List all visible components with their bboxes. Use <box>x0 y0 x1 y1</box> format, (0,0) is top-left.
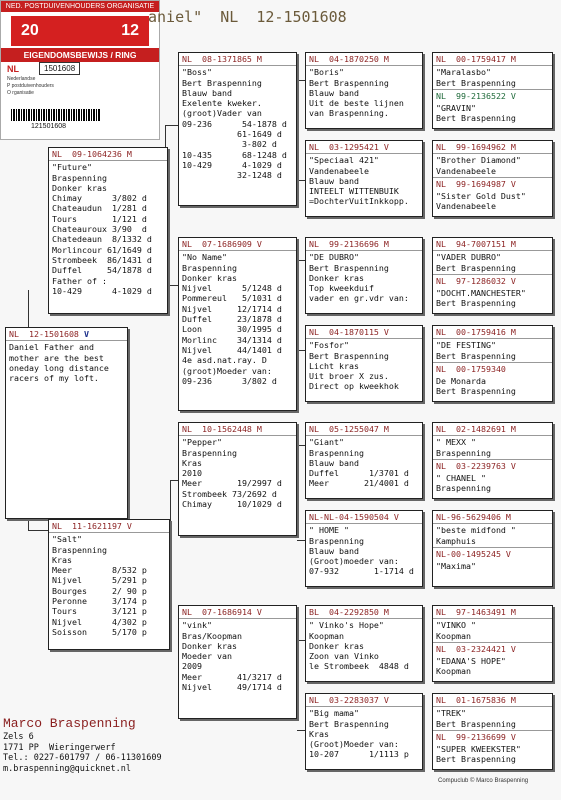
pedigree-header: NL 03-1295421 V <box>306 141 422 154</box>
pedigree-line: Vandenabeele <box>436 165 496 176</box>
badge-legend-1: Nederlandse <box>7 76 36 82</box>
pedigree-line: Zoon van Vinko <box>309 651 379 662</box>
pedigree-line: Braspenning <box>309 535 364 546</box>
pedigree-line: "Maralasbo" <box>436 67 491 78</box>
pedigree-line: Duffel 54/1878 d <box>52 265 152 276</box>
pedigree-line: 09-236 54-1878 d <box>182 118 287 129</box>
pedigree-line: Bert Braspenning <box>309 350 389 361</box>
pedigree-sub-line: Bert Braspenning <box>436 754 516 765</box>
pedigree-line: Kamphuis <box>436 535 476 546</box>
pedigree-line: van Braspenning. <box>309 108 389 119</box>
pedigree-header: NL 08-1371865 M <box>179 53 296 66</box>
pedigree-line: "Fosfor" <box>309 340 349 351</box>
pedigree-line: Blauw band <box>309 87 359 98</box>
pedigree-line: Chateauroux 3/90 d <box>52 224 147 235</box>
pedigree-line: Meer 8/532 p <box>52 565 147 576</box>
pedigree-header: NL 99-1694962 M <box>433 141 552 154</box>
pedigree-line: Morlinc 34/1314 d <box>182 334 282 345</box>
owner-line: 1771 PP Wieringerwerf <box>3 742 116 753</box>
pedigree-line: Bert Braspenning <box>309 718 389 729</box>
pedigree-line: Kras <box>182 457 202 468</box>
pedigree-line: "beste midfond " <box>436 525 516 536</box>
pedigree-header: NL 00-1759416 M <box>433 326 552 339</box>
pedigree-line: Duffel 23/1878 d <box>182 314 282 325</box>
pedigree-header: NL 05-1255047 M <box>306 423 422 436</box>
pedigree-line: "Salt" <box>52 534 82 545</box>
pedigree-sub-line: Vandenabeele <box>436 201 496 212</box>
pedigree-header: NL 00-1759417 M <box>433 53 552 66</box>
pedigree-line: Exelente kweker. <box>182 98 262 109</box>
pedigree-line: "Speciaal 421" <box>309 155 379 166</box>
pedigree-line: Duffel 1/3701 d <box>309 468 409 479</box>
pedigree-box-dss <box>305 422 423 499</box>
pedigree-line: "DE FESTING" <box>436 340 496 351</box>
pedigree-header: NL 07-1686909 V <box>179 238 296 251</box>
pedigree-line: "VADER DUBRO" <box>436 252 501 263</box>
pedigree-line: INTEELT WITTENBUIK <box>309 186 399 197</box>
pedigree-box-dsd <box>305 510 423 587</box>
pedigree-header: NL 99-2136696 M <box>306 238 422 251</box>
pedigree-line: Koopman <box>436 630 471 641</box>
subject-line: Father and mother <box>9 342 94 363</box>
pedigree-sub-line: Bert Braspenning <box>436 386 516 397</box>
pedigree-header: NL 10-1562448 M <box>179 423 296 436</box>
pedigree-sub-line: De Monarda <box>436 376 486 387</box>
pedigree-sub-header: NL 00-1759340 <box>433 362 552 375</box>
pedigree-box-ds <box>178 422 297 536</box>
pedigree-header: NL 03-2283037 V <box>306 694 422 707</box>
pedigree-box-g3 <box>432 237 553 314</box>
pedigree-line: Chatedeaun 8/1332 d <box>52 234 152 245</box>
pedigree-line: Nijvel 5/1248 d <box>182 283 282 294</box>
pedigree-line: "Pepper" <box>182 437 222 448</box>
pedigree-header: NL 04-1870115 V <box>306 326 422 339</box>
pedigree-sub-line: Bert Braspenning <box>436 298 516 309</box>
pedigree-sub-header: NL 99-2136699 V <box>433 730 552 743</box>
pedigree-line: Bert Braspenning <box>309 77 389 88</box>
pedigree-line: =DochterVuitInkkopp. <box>309 196 409 207</box>
pedigree-box-g2 <box>432 140 553 217</box>
pedigree-line: le Strombeek 4848 d <box>309 661 409 672</box>
pedigree-box-g4 <box>432 325 553 402</box>
pedigree-line: Bert Braspenning <box>182 77 262 88</box>
check-icon: V <box>83 329 89 339</box>
pedigree-line: Braspenning <box>436 447 491 458</box>
pedigree-box-dds <box>305 605 423 682</box>
pedigree-header: NL 07-1686914 V <box>179 606 296 619</box>
pedigree-header: NL 01-1675836 M <box>433 694 552 707</box>
pedigree-line: Donker kras <box>182 640 237 651</box>
owner-line: Tel.: 0227-601797 / 06-11301609 <box>3 753 162 763</box>
pedigree-line: Bert Braspenning <box>436 77 516 88</box>
pedigree-line: Pommereul 5/1031 d <box>182 293 282 304</box>
pedigree-line: Koopman <box>309 630 344 641</box>
footer: Compuclub © Marco Braspenning <box>438 778 529 784</box>
pedigree-line: Nijvel 44/1401 d <box>182 344 282 355</box>
subject-line: of my loft. <box>43 373 99 384</box>
pedigree-line: 2009 <box>182 661 202 672</box>
pedigree-line: Bert Braspenning <box>436 718 516 729</box>
pedigree-line: Blauw band <box>309 545 359 556</box>
pedigree-line: Kras <box>309 728 329 739</box>
pedigree-line: Meer 41/3217 d <box>182 671 282 682</box>
pedigree-box-g5 <box>432 422 553 499</box>
pedigree-line: 07-932 1-1714 d <box>309 566 414 577</box>
owner-name: Marco Braspenning <box>3 716 136 731</box>
pedigree-header: NL 94-7007151 M <box>433 238 552 251</box>
owner-line: m.braspenning@quicknet.nl <box>3 763 131 774</box>
pedigree-sub-line: Koopman <box>436 666 471 677</box>
pedigree-header: NL 11-1621197 V <box>49 520 169 533</box>
pedigree-line: "Boss" <box>182 67 212 78</box>
pedigree-line: Strombeek 86/1431 d <box>52 254 152 265</box>
pedigree-line: "Brother Diamond" <box>436 155 521 166</box>
pedigree-line: Braspenning <box>182 447 237 458</box>
pedigree-line: Nijvel 4/302 p <box>52 616 147 627</box>
badge-year-left: 20 <box>21 22 39 39</box>
pedigree-line: "DE DUBRO" <box>309 252 359 263</box>
pedigree-sub-line: " CHANEL " <box>436 473 486 484</box>
pedigree-box-sdd <box>305 325 423 402</box>
pedigree-box-dd <box>178 605 297 719</box>
ring-certificate <box>0 0 160 140</box>
pedigree-line: Meer 19/2997 d <box>182 478 282 489</box>
pedigree-line: " Vinko's Hope" <box>309 620 384 631</box>
pedigree-line: Vandenabeele <box>309 165 369 176</box>
subject-line: are the best oneday <box>9 352 104 373</box>
pedigree-line: "No Name" <box>182 252 227 263</box>
pedigree-sub-line: Bert Braspenning <box>436 113 516 124</box>
pedigree-box-dam <box>48 519 170 650</box>
pedigree-line: 3-802 d <box>182 139 277 150</box>
pedigree-line: Bert Braspenning <box>436 350 516 361</box>
pedigree-line: Donker kras <box>52 182 107 193</box>
pedigree-line: Top kweekduif <box>309 283 374 294</box>
pedigree-line: (groot)Moeder van: <box>182 365 272 376</box>
pedigree-line: 4e asd.nat.ray. D <box>182 355 267 366</box>
pedigree-line: "vink" <box>182 620 212 631</box>
pedigree-line: (groot)Vader van <box>182 108 262 119</box>
pedigree-line: Nijvel 5/291 p <box>52 575 147 586</box>
pedigree-line: Bourges 2/ 90 p <box>52 585 147 596</box>
pedigree-line: Tours 3/121 p <box>52 606 147 617</box>
pedigree-line: Braspenning <box>309 447 364 458</box>
pedigree-box-g6 <box>432 510 553 587</box>
pedigree-line: Bert Braspenning <box>436 262 516 273</box>
pedigree-header: NL 02-1482691 M <box>433 423 552 436</box>
badge-country: NL <box>7 64 19 74</box>
page-title: aniel" NL 12-1501608 <box>148 8 347 26</box>
subject-box <box>5 327 128 519</box>
owner-line: Zels 6 <box>3 732 34 742</box>
pedigree-line: Donker kras <box>182 272 237 283</box>
barcode <box>11 109 101 121</box>
subject-line: Daniel <box>9 342 39 353</box>
pedigree-line: 10-429 4-1029 d <box>52 285 152 296</box>
pedigree-line: Blauw band <box>309 457 359 468</box>
pedigree-line: Uit de beste lijnen <box>309 98 404 109</box>
pedigree-line: " HOME " <box>309 525 349 536</box>
barcode-number: 121501608 <box>31 123 67 130</box>
pedigree-line: Donker kras <box>309 640 364 651</box>
pedigree-line: Braspenning <box>52 544 107 555</box>
pedigree-line: "TREK" <box>436 708 466 719</box>
pedigree-line: "VINKO " <box>436 620 476 631</box>
badge-year <box>11 16 149 46</box>
pedigree-header: NL-96-5629406 M <box>433 511 552 524</box>
pedigree-line: 32-1248 d <box>182 170 282 181</box>
pedigree-header: BL 04-2292850 M <box>306 606 422 619</box>
pedigree-sub-header: NL 99-2136522 V <box>433 89 552 102</box>
badge-legend-2: P postduivenhouders <box>7 83 54 89</box>
pedigree-box-g8 <box>432 693 553 770</box>
pedigree-box-sds <box>305 237 423 314</box>
badge-legend <box>7 76 54 97</box>
pedigree-sub-header: NL 03-2239763 V <box>433 459 552 472</box>
pedigree-box-sss <box>305 52 423 129</box>
pedigree-line: Bert Braspenning <box>309 262 389 273</box>
pedigree-line: Blauw band <box>309 175 359 186</box>
pedigree-line: vader en gr.vdr van: <box>309 293 409 304</box>
pedigree-box-ddd <box>305 693 423 770</box>
pedigree-line: Nijvel 12/1714 d <box>182 303 282 314</box>
pedigree-line: Chimay 3/802 d <box>52 193 147 204</box>
pedigree-line: Tours 1/121 d <box>52 213 147 224</box>
pedigree-line: Kras <box>52 554 72 565</box>
pedigree-line: Braspenning <box>182 262 237 273</box>
pedigree-box-sd <box>178 237 297 411</box>
owner-info <box>3 716 162 774</box>
pedigree-header: NL-NL-04-1590504 V <box>306 511 422 524</box>
pedigree-line: Loon 30/1995 d <box>182 324 282 335</box>
pedigree-line: 10-429 4-1029 d <box>182 159 282 170</box>
pedigree-box-g7 <box>432 605 553 682</box>
pedigree-sub-header: NL 03-2324421 V <box>433 642 552 655</box>
pedigree-line: 09-236 3/802 d <box>182 375 277 386</box>
pedigree-line: Direct op kweekhok <box>309 381 399 392</box>
subject-header: NL 12-1501608 V <box>6 328 127 341</box>
pedigree-line: Peronne 3/174 p <box>52 596 147 607</box>
badge-title: EIGENDOMSBEWIJS / RING <box>1 48 159 62</box>
pedigree-line: 10-435 68-1248 d <box>182 149 287 160</box>
pedigree-box-g1 <box>432 52 553 129</box>
pedigree-line: Donker kras <box>309 272 364 283</box>
pedigree-sub-line: Braspenning <box>436 483 491 494</box>
pedigree-line: "Boris" <box>309 67 344 78</box>
pedigree-sub-line: "Maxima" <box>436 561 476 572</box>
pedigree-header: NL 97-1463491 M <box>433 606 552 619</box>
pedigree-line: Morlincour 61/1649 d <box>52 244 152 255</box>
pedigree-line: " MEXX " <box>436 437 476 448</box>
pedigree-line: Chateaudun 1/281 d <box>52 203 147 214</box>
pedigree-header: NL 09-1064236 M <box>49 148 167 161</box>
pedigree-sub-header: NL-00-1495245 V <box>433 547 552 560</box>
pedigree-line: Soisson 5/170 p <box>52 626 147 637</box>
pedigree-sub-line: "GRAVIN" <box>436 103 476 114</box>
pedigree-sub-line: "Sister Gold Dust" <box>436 191 526 202</box>
badge-org: NED. POSTDUIVENHOUDERS ORGANISATIE <box>1 1 159 12</box>
pedigree-sub-line: "EDANA'S HOPE" <box>436 656 506 667</box>
pedigree-line: (Groot)Moeder van: <box>309 739 399 750</box>
pedigree-line: "Future" <box>52 162 92 173</box>
pedigree-sub-line: "DOCHT.MANCHESTER" <box>436 288 526 299</box>
pedigree-line: Father of : <box>52 275 107 286</box>
badge-year-right: 12 <box>121 22 139 39</box>
pedigree-line: 61-1649 d <box>182 129 282 140</box>
badge-ring-number: 1501608 <box>39 62 80 75</box>
pedigree-line: 2010 <box>182 468 202 479</box>
pedigree-line: "Big mama" <box>309 708 359 719</box>
pedigree-sub-header: NL 97-1286032 V <box>433 274 552 287</box>
pedigree-line: Licht kras <box>309 360 359 371</box>
pedigree-line: (Groot)moeder van: <box>309 556 399 567</box>
pedigree-box-ssd <box>305 140 423 217</box>
pedigree-line: Bras/Koopman <box>182 630 242 641</box>
pedigree-header: NL 04-1870250 M <box>306 53 422 66</box>
pedigree-line: "Giant" <box>309 437 344 448</box>
pedigree-line: 10-207 1/1113 p <box>309 749 409 760</box>
subject-line: long distance racers <box>9 362 109 384</box>
pedigree-line: Chimay 10/1029 d <box>182 499 282 510</box>
pedigree-box-sire <box>48 147 168 314</box>
pedigree-line: Moeder van <box>182 651 232 662</box>
pedigree-line: Strombeek 73/2692 d <box>182 488 277 499</box>
pedigree-line: Uit broer X zus. <box>309 371 389 382</box>
pedigree-box-ss <box>178 52 297 206</box>
pedigree-sub-header: NL 99-1694987 V <box>433 177 552 190</box>
pedigree-line: Braspenning <box>52 172 107 183</box>
pedigree-line: Blauw band <box>182 87 232 98</box>
pedigree-line: Nijvel 49/1714 d <box>182 682 282 693</box>
pedigree-line: Meer 21/4001 d <box>309 478 409 489</box>
pedigree-sub-line: "SUPER KWEEKSTER" <box>436 744 521 755</box>
badge-legend-3: O rganisatie <box>7 90 34 96</box>
